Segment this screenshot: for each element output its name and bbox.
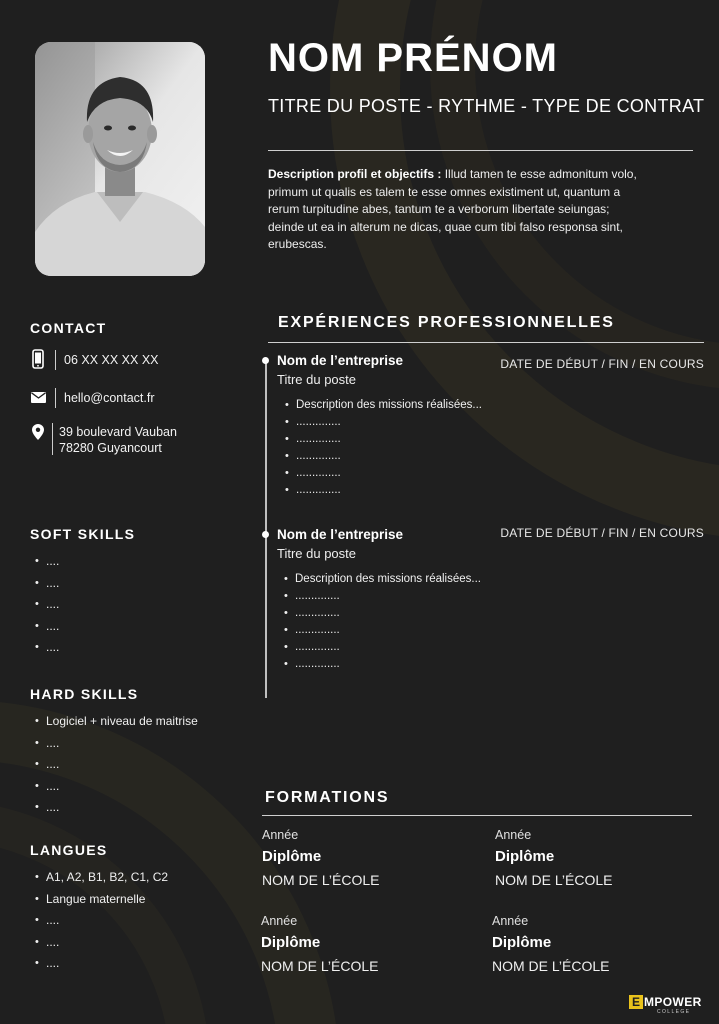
list-item: • .... (30, 637, 59, 659)
profile-description (268, 166, 648, 254)
list-item: • .... (30, 551, 59, 573)
education-title: FORMATIONS (265, 789, 390, 806)
education-school: NOM DE L’ÉCOLE (261, 958, 379, 974)
contact-address (30, 423, 177, 456)
education-diploma: Diplôme (262, 848, 322, 865)
divider (268, 342, 704, 343)
contact-phone (30, 350, 159, 370)
job-title: TITRE DU POSTE - RYTHME - TYPE DE CONTRAT (268, 96, 705, 116)
experience-missions (280, 397, 482, 499)
list-item: • .... (30, 594, 59, 616)
list-item: • .... (30, 910, 168, 932)
contact-email (30, 388, 155, 408)
address-line-2: 78280 Guyancourt (59, 441, 162, 455)
hard-skills-title: HARD SKILLS (30, 686, 139, 702)
list-item: • .............. (279, 605, 481, 622)
list-item: • .............. (280, 482, 482, 499)
phone-number[interactable]: 06 XX XX XX XX (64, 353, 159, 367)
divider (268, 150, 693, 151)
education-diploma: Diplôme (495, 848, 555, 865)
location-pin-icon (30, 423, 46, 441)
list-item: • Description des missions réalisées... (279, 571, 481, 588)
list-item: • .............. (279, 588, 481, 605)
phone-icon (30, 350, 46, 368)
list-item: • .... (30, 573, 59, 595)
education-school: NOM DE L’ÉCOLE (492, 958, 610, 974)
address-line-1: 39 boulevard Vauban (59, 425, 177, 439)
logo-mark: E (629, 995, 643, 1009)
logo-subtitle: COLLEGE (657, 1009, 691, 1015)
timeline-line (265, 360, 267, 698)
education-year: Année (495, 828, 532, 842)
education-school: NOM DE L’ÉCOLE (495, 872, 613, 888)
education-year: Année (492, 914, 529, 928)
list-item: • A1, A2, B1, B2, C1, C2 (30, 867, 168, 889)
list-item: • .............. (280, 448, 482, 465)
email-address[interactable]: hello@contact.fr (64, 391, 155, 405)
candidate-name: NOM PRÉNOM (268, 36, 558, 80)
list-item: • .............. (280, 414, 482, 431)
logo-word: MPOWER (644, 995, 702, 1009)
list-item: • Langue maternelle (30, 889, 168, 911)
list-item: • .... (30, 797, 198, 819)
contact-title: CONTACT (30, 320, 107, 336)
experience-dates: DATE DE DÉBUT / FIN / EN COURS (500, 526, 704, 540)
education-diploma: Diplôme (492, 934, 552, 951)
languages-title: LANGUES (30, 842, 108, 858)
profile-photo (35, 42, 205, 276)
list-item: • .............. (280, 431, 482, 448)
list-item: • .... (30, 932, 168, 954)
list-item: • .... (30, 953, 168, 975)
experience-role: Titre du poste (277, 372, 357, 387)
timeline-dot (262, 531, 269, 538)
list-item: • .... (30, 776, 198, 798)
experience-missions (279, 571, 481, 673)
education-year: Année (262, 828, 299, 842)
list-item: • Logiciel + niveau de maitrise (30, 711, 198, 733)
mail-icon (30, 388, 46, 406)
education-school: NOM DE L’ÉCOLE (262, 872, 380, 888)
list-item: • .... (30, 616, 59, 638)
empower-college-logo (629, 995, 702, 1015)
list-item: • .............. (279, 639, 481, 656)
experience-dates: DATE DE DÉBUT / FIN / EN COURS (500, 357, 704, 371)
education-diploma: Diplôme (261, 934, 321, 951)
experience-company: Nom de l’entreprise (277, 353, 404, 368)
soft-skills-list (30, 551, 59, 659)
list-item: • .............. (279, 656, 481, 673)
list-item: • .............. (279, 622, 481, 639)
list-item: • .............. (280, 465, 482, 482)
hard-skills-list (30, 711, 198, 819)
timeline-dot (262, 357, 269, 364)
profile-text: Illud tamen te esse admonitum volo, primum ut qualis es talem te esse omnes existiment ut, quantum a rerum turpitudine abes, tantum te a verborum libertate seiungas; deinde ut ea in alterum ne dicas, quae cum tibi falso responsa sint, erubescas. (268, 167, 637, 251)
experience-company: Nom de l’entreprise (277, 527, 404, 542)
list-item: • .... (30, 733, 198, 755)
experience-role: Titre du poste (277, 546, 357, 561)
divider (262, 815, 692, 816)
education-year: Année (261, 914, 298, 928)
list-item: • .... (30, 754, 198, 776)
list-item: • Description des missions réalisées... (280, 397, 482, 414)
profile-label: Description profil et objectifs : (268, 167, 442, 181)
experiences-title: EXPÉRIENCES PROFESSIONNELLES (278, 314, 615, 331)
languages-list (30, 867, 168, 975)
soft-skills-title: SOFT SKILLS (30, 526, 136, 542)
